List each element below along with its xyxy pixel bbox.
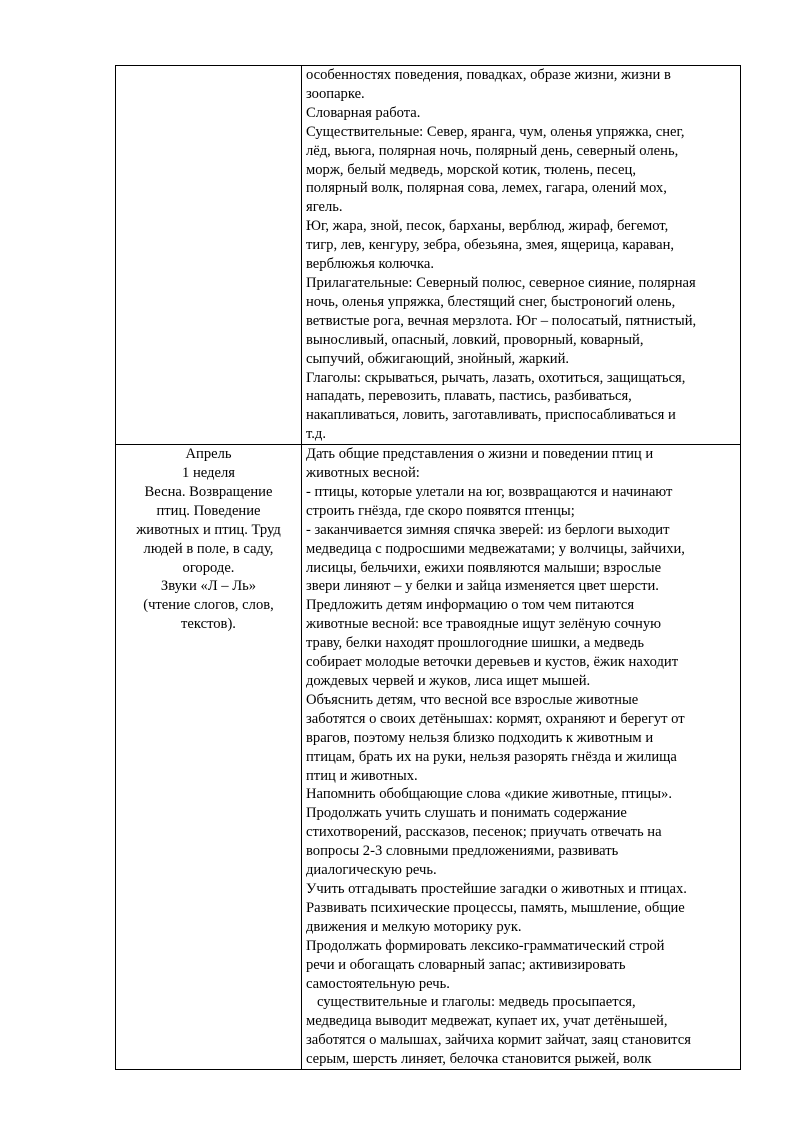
text-line: людей в поле, в саду, xyxy=(143,540,274,557)
text-line: Весна. Возвращение xyxy=(144,483,273,500)
text-line: морж, белый медведь, морской котик, тюлень, песец, xyxy=(306,161,636,178)
text-line: существительные и глаголы: медведь просыпается, xyxy=(306,994,636,1011)
text-line: Объяснить детям, что весной все взрослые животные xyxy=(306,691,639,708)
text-line: Дать общие представления о жизни и поведении птиц и xyxy=(306,446,654,463)
text-line: птиц. Поведение xyxy=(156,502,261,519)
text-line: Словарная работа. xyxy=(306,104,421,121)
text-line: накапливаться, ловить, заготавливать, приспосабливаться и xyxy=(306,407,676,424)
text-line: Апрель xyxy=(185,446,232,463)
text-line: Юг, жара, зной, песок, барханы, верблюд, жираф, бегемот, xyxy=(306,218,669,235)
text-line: движения и мелкую моторику рук. xyxy=(306,918,522,935)
text-line: Учить отгадывать простейшие загадки о животных и птицах. xyxy=(306,880,687,897)
text-line: Звуки «Л – Ль» xyxy=(160,578,257,595)
text-line: Продолжать учить слушать и понимать содержание xyxy=(306,805,627,822)
text-line: зоопарке. xyxy=(306,85,365,102)
text-line: животные весной: все травоядные ищут зелёную сочную xyxy=(306,616,662,633)
text-line: верблюжья колючка. xyxy=(306,256,434,273)
text-line: птиц и животных. xyxy=(306,767,418,784)
table-row-continuation xyxy=(116,66,741,445)
text-line: выносливый, опасный, ловкий, проворный, коварный, xyxy=(306,331,644,348)
topic-cell xyxy=(116,445,302,1070)
text-line: животных весной: xyxy=(306,465,420,482)
text-line: 1 неделя xyxy=(182,465,235,482)
text-line: Напомнить обобщающие слова «дикие животные, птицы». xyxy=(306,786,672,803)
text-line: Развивать психические процессы, память, мышление, общие xyxy=(306,899,685,916)
text-line: лисицы, бельчихи, ежихи появляются малыши; взрослые xyxy=(306,559,662,576)
text-line: речи и обогащать словарный запас; активизировать xyxy=(306,956,626,973)
text-line: Предложить детям информацию о том чем питаются xyxy=(306,597,635,614)
text-line: Существительные: Север, яранга, чум, оленья упряжка, снег, xyxy=(306,123,685,140)
text-line: - заканчивается зимняя спячка зверей: из берлоги выходит xyxy=(306,521,670,538)
table-row-april-week1 xyxy=(116,445,741,1070)
text-line: заботятся о своих детёнышах: кормят, охраняют и берегут от xyxy=(306,710,685,727)
text-line: - птицы, которые улетали на юг, возвращаются и начинают xyxy=(306,483,673,500)
text-line: вопросы 2-3 словными предложениями, развивать xyxy=(306,843,619,860)
text-line: диалогическую речь. xyxy=(306,862,437,879)
text-line: т.д. xyxy=(306,426,327,443)
text-line: звери линяют – у белки и зайца изменяется цвет шерсти. xyxy=(306,578,659,595)
topic-cell xyxy=(116,66,302,445)
text-line: врагов, поэтому нельзя близко подходить к животным и xyxy=(306,729,654,746)
content-cell xyxy=(302,445,741,1070)
text-line: особенностях поведения, повадках, образе жизни, жизни в xyxy=(306,67,671,83)
lesson-plan-table xyxy=(115,65,741,1070)
text-line: самостоятельную речь. xyxy=(306,975,450,992)
text-line: нападать, перевозить, плавать, пастись, разбиваться, xyxy=(306,388,632,405)
text-line: тигр, лев, кенгуру, зебра, обезьяна, змея, ящерица, караван, xyxy=(306,237,675,254)
text-line: медведица с подросшими медвежатами; у волчицы, зайчихи, xyxy=(306,540,685,557)
text-line: ягель. xyxy=(306,199,343,216)
text-line: дождевых червей и жуков, лиса ищет мышей. xyxy=(306,673,591,689)
content-cell xyxy=(302,66,741,445)
text-line: (чтение слогов, слов, xyxy=(143,597,274,614)
text-line: текстов). xyxy=(181,616,236,633)
text-line: медведица выводит медвежат, купает их, учат детёнышей, xyxy=(306,1013,668,1030)
text-line: заботятся о малышах, зайчиха кормит зайчат, заяц становится xyxy=(306,1032,691,1049)
text-line: животных и птиц. Труд xyxy=(136,521,281,538)
text-line: Глаголы: скрываться, рычать, лазать, охотиться, защищаться, xyxy=(306,369,686,386)
text-line: сыпучий, обжигающий, знойный, жаркий. xyxy=(306,350,570,367)
text-line: полярный волк, полярная сова, лемех, гагара, олений мох, xyxy=(306,180,667,197)
text-line: лёд, вьюга, полярная ночь, полярный день, северный олень, xyxy=(306,142,679,159)
text-line: ночь, оленья упряжка, блестящий снег, быстроногий олень, xyxy=(306,293,676,310)
text-line: Продолжать формировать лексико-грамматический строй xyxy=(306,937,665,954)
text-line: ветвистые рога, вечная мерзлота. Юг – полосатый, пятнистый, xyxy=(306,312,697,329)
text-line: огороде. xyxy=(182,559,235,576)
text-line: собирает молодые веточки деревьев и кустов, ёжик находит xyxy=(306,654,679,671)
text-line: Прилагательные: Северный полюс, северное сияние, полярная xyxy=(306,274,696,291)
text-line: серым, шерсть линяет, белочка становится рыжей, волк xyxy=(306,1051,652,1068)
text-line: птицам, брать их на руки, нельзя разорять гнёзда и жилища xyxy=(306,748,677,765)
text-line: стихотворений, рассказов, песенок; приучать отвечать на xyxy=(306,824,662,841)
text-line: строить гнёзда, где скоро появятся птенцы; xyxy=(306,502,575,519)
text-line: траву, белки находят прошлогодние шишки, а медведь xyxy=(306,635,645,652)
